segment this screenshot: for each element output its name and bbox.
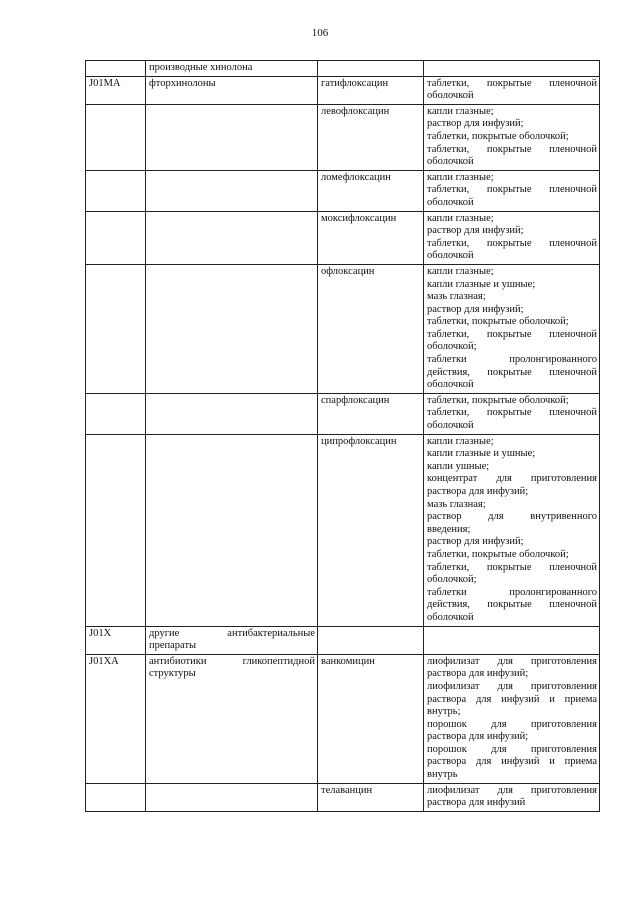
table-row bbox=[86, 211, 600, 264]
atc-code-cell: J01XA bbox=[86, 654, 146, 783]
table-row bbox=[86, 170, 600, 211]
drug-name-cell: телаванцин bbox=[318, 783, 424, 811]
dosage-form-line: таблетки, покрытые оболочкой; bbox=[427, 548, 569, 560]
dosage-form-line: оболочкой bbox=[427, 90, 474, 102]
table-row bbox=[86, 104, 600, 170]
dosage-form-line: внутрь bbox=[427, 769, 458, 781]
table-row bbox=[86, 434, 600, 626]
dosage-form-cell bbox=[424, 654, 600, 783]
dosage-form-line: действия, покрытые пленочной bbox=[427, 599, 597, 611]
dosage-form-line: раствора для инфузий и приема bbox=[427, 756, 597, 768]
drug-table bbox=[85, 60, 600, 812]
dosage-form-cell bbox=[424, 264, 600, 393]
table-row bbox=[86, 76, 600, 104]
table-row bbox=[86, 783, 600, 811]
dosage-form-line: таблетки, покрытые пленочной bbox=[427, 77, 597, 89]
page-number: 106 bbox=[311, 27, 329, 39]
dosage-form-line: капли ушные; bbox=[427, 460, 490, 472]
dosage-form-line: раствор для инфузий; bbox=[427, 536, 524, 548]
group-text: препараты bbox=[149, 640, 197, 652]
drug-name-cell: моксифлоксацин bbox=[318, 211, 424, 264]
dosage-form-line: оболочкой; bbox=[427, 341, 477, 353]
dosage-form-line: оболочкой bbox=[427, 156, 474, 168]
atc-code-cell bbox=[86, 61, 146, 77]
atc-code-cell bbox=[86, 104, 146, 170]
table-row bbox=[86, 264, 600, 393]
dosage-form-line: капли глазные; bbox=[427, 171, 494, 183]
dosage-form-line: оболочкой bbox=[427, 250, 474, 262]
dosage-form-line: капли глазные; bbox=[427, 212, 494, 224]
dosage-form-line: оболочкой bbox=[427, 611, 474, 623]
dosage-form-line: капли глазные и ушные; bbox=[427, 448, 536, 460]
dosage-form-line: таблетки, покрытые пленочной bbox=[427, 328, 597, 340]
group-cell bbox=[146, 783, 318, 811]
drug-name-cell: ванкомицин bbox=[318, 654, 424, 783]
dosage-form-cell bbox=[424, 211, 600, 264]
dosage-form-line: капли глазные и ушные; bbox=[427, 278, 536, 290]
dosage-form-line: раствора для инфузий; bbox=[427, 486, 529, 497]
atc-code-cell: J01MA bbox=[86, 76, 146, 104]
dosage-form-line: капли глазные; bbox=[427, 265, 494, 277]
group-cell bbox=[146, 76, 318, 104]
dosage-form-line: раствор для внутривенного bbox=[427, 511, 597, 523]
dosage-form-line: раствора для инфузий и приема bbox=[427, 693, 597, 705]
group-cell bbox=[146, 654, 318, 783]
group-cell bbox=[146, 170, 318, 211]
drug-name-cell: ципрофлоксацин bbox=[318, 434, 424, 626]
group-text: производные хинолона bbox=[149, 62, 253, 73]
drug-name-cell: ломефлоксацин bbox=[318, 170, 424, 211]
atc-code-cell bbox=[86, 170, 146, 211]
dosage-form-line: раствора для инфузий bbox=[427, 797, 526, 809]
dosage-form-line: раствор для инфузий; bbox=[427, 303, 524, 315]
dosage-form-line: введения; bbox=[427, 523, 471, 535]
drug-name-cell bbox=[318, 61, 424, 77]
atc-code-cell bbox=[86, 264, 146, 393]
dosage-form-line: мазь глазная; bbox=[427, 498, 486, 510]
dosage-form-line: таблетки, покрытые пленочной bbox=[427, 143, 597, 155]
dosage-form-line: таблетки пролонгированного bbox=[427, 586, 597, 598]
dosage-form-line: концентрат для приготовления bbox=[427, 473, 597, 485]
group-cell bbox=[146, 626, 318, 654]
dosage-form-line: капли глазные; bbox=[427, 435, 494, 447]
table-row bbox=[86, 626, 600, 654]
drug-name-cell: спарфлоксацин bbox=[318, 393, 424, 434]
drug-name-cell: левофлоксацин bbox=[318, 104, 424, 170]
dosage-form-line: раствор для инфузий; bbox=[427, 225, 524, 237]
dosage-form-cell bbox=[424, 170, 600, 211]
dosage-form-line: порошок для приготовления bbox=[427, 743, 597, 755]
table-row bbox=[86, 61, 600, 77]
dosage-form-line: оболочкой bbox=[427, 379, 474, 391]
dosage-form-line: капли глазные; bbox=[427, 105, 494, 117]
table-row bbox=[86, 654, 600, 783]
dosage-form-cell bbox=[424, 76, 600, 104]
dosage-form-line: оболочкой bbox=[427, 420, 474, 432]
atc-code-cell bbox=[86, 783, 146, 811]
dosage-form-line: таблетки, покрытые пленочной bbox=[427, 237, 597, 249]
group-text: другие антибактериальные bbox=[149, 627, 315, 639]
dosage-form-line: лиофилизат для приготовления bbox=[427, 655, 597, 667]
atc-code-cell bbox=[86, 393, 146, 434]
dosage-form-line: оболочкой bbox=[427, 196, 474, 208]
group-cell bbox=[146, 264, 318, 393]
drug-name-cell: офлоксацин bbox=[318, 264, 424, 393]
atc-code-cell bbox=[86, 211, 146, 264]
table-body bbox=[86, 61, 600, 812]
dosage-form-cell bbox=[424, 104, 600, 170]
dosage-form-line: оболочкой; bbox=[427, 574, 477, 586]
dosage-form-cell bbox=[424, 783, 600, 811]
dosage-form-cell bbox=[424, 393, 600, 434]
group-cell bbox=[146, 104, 318, 170]
dosage-form-line: лиофилизат для приготовления bbox=[427, 680, 597, 692]
dosage-form-line: таблетки, покрытые пленочной bbox=[427, 561, 597, 573]
dosage-form-line: мазь глазная; bbox=[427, 291, 486, 303]
dosage-form-line: таблетки, покрытые оболочкой; bbox=[427, 394, 569, 406]
group-cell bbox=[146, 211, 318, 264]
group-cell bbox=[146, 434, 318, 626]
dosage-form-line: таблетки, покрытые пленочной bbox=[427, 407, 597, 419]
dosage-form-line: лиофилизат для приготовления bbox=[427, 784, 597, 796]
atc-code-cell bbox=[86, 434, 146, 626]
dosage-form-line: порошок для приготовления bbox=[427, 718, 597, 730]
dosage-form-line: раствора для инфузий; bbox=[427, 668, 529, 680]
atc-code-cell: J01X bbox=[86, 626, 146, 654]
drug-name-cell: гатифлоксацин bbox=[318, 76, 424, 104]
dosage-form-line: раствор для инфузий; bbox=[427, 118, 524, 130]
dosage-form-line: действия, покрытые пленочной bbox=[427, 366, 597, 378]
drug-name-cell bbox=[318, 626, 424, 654]
dosage-form-line: таблетки, покрытые оболочкой; bbox=[427, 130, 569, 142]
dosage-form-cell bbox=[424, 434, 600, 626]
dosage-form-line: таблетки, покрытые пленочной bbox=[427, 184, 597, 196]
dosage-form-line: раствора для инфузий; bbox=[427, 731, 529, 743]
group-text: структуры bbox=[149, 668, 196, 680]
group-cell bbox=[146, 61, 318, 77]
group-text: антибиотики гликопептидной bbox=[149, 655, 315, 667]
dosage-form-line: внутрь; bbox=[427, 706, 461, 718]
group-text: фторхинолоны bbox=[149, 77, 216, 89]
dosage-form-line: таблетки, покрытые оболочкой; bbox=[427, 316, 569, 328]
dosage-form-line: таблетки пролонгированного bbox=[427, 354, 597, 366]
dosage-form-cell bbox=[424, 626, 600, 654]
dosage-form-cell bbox=[424, 61, 600, 77]
group-cell bbox=[146, 393, 318, 434]
table-row bbox=[86, 393, 600, 434]
